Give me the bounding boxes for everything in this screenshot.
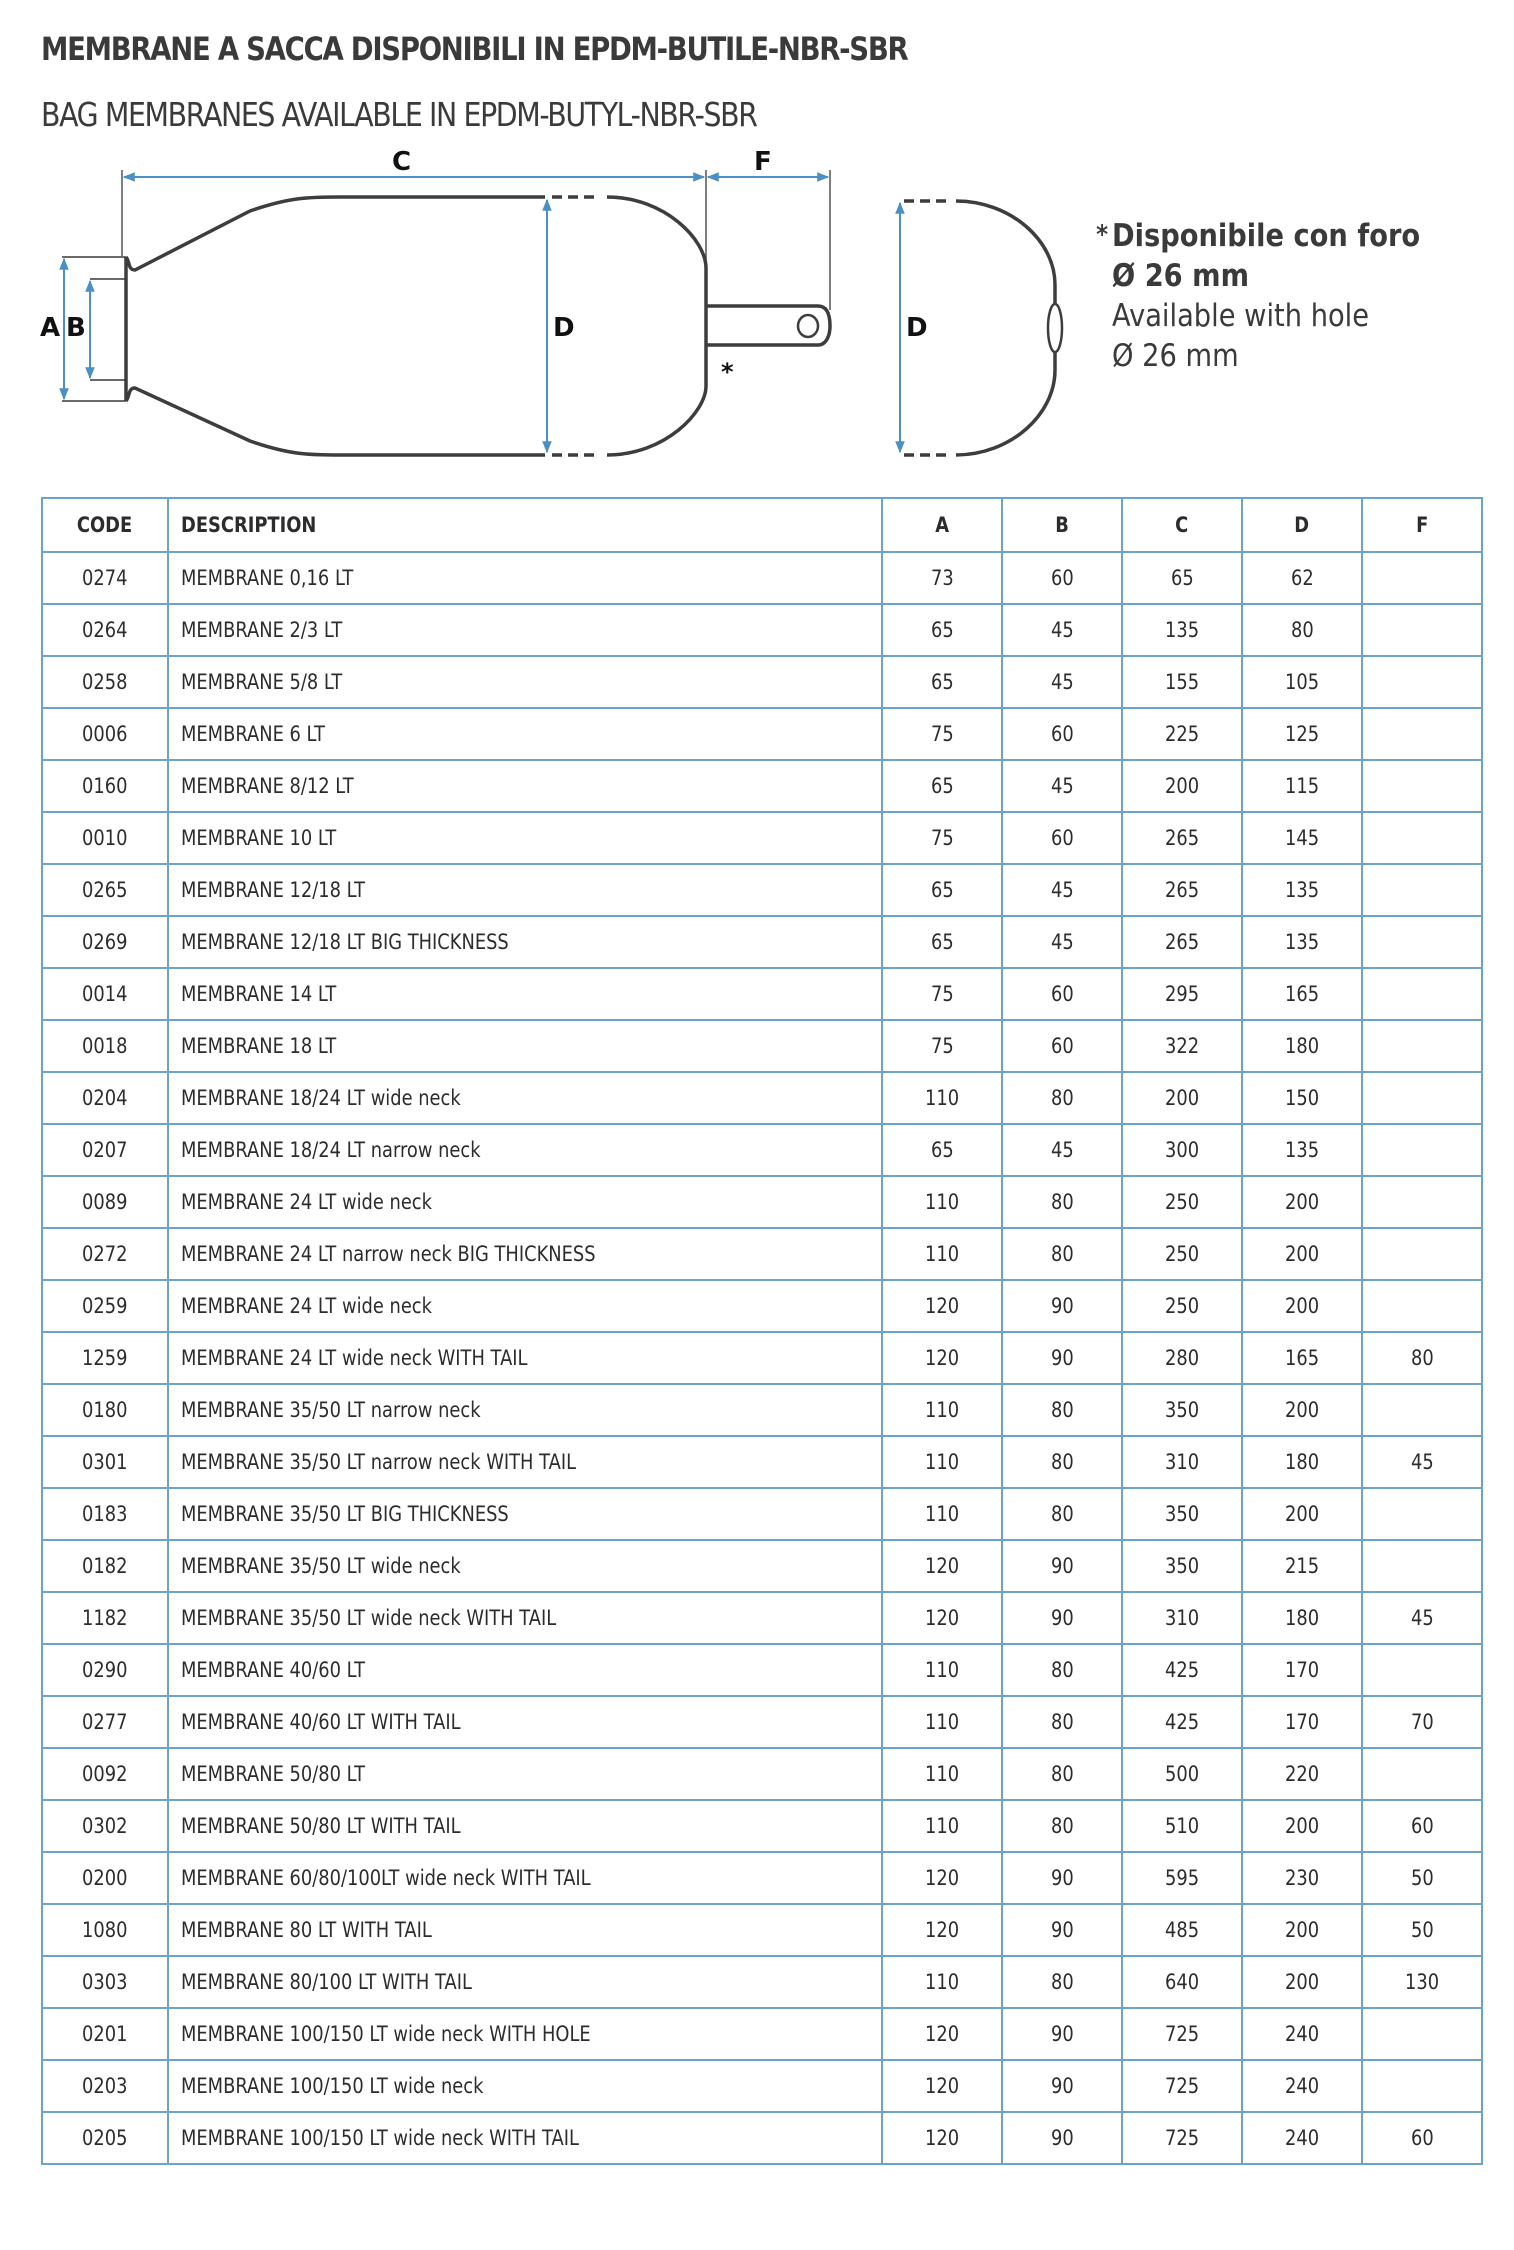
table-row <box>42 1280 1482 1332</box>
cell-c: 65 <box>1122 552 1242 604</box>
cell-a: 65 <box>882 760 1002 812</box>
cell-f <box>1362 552 1482 604</box>
cell-b: 80 <box>1002 1436 1122 1488</box>
cell-b: 45 <box>1002 604 1122 656</box>
cell-description: MEMBRANE 8/12 LT <box>168 760 882 812</box>
cell-code: 0259 <box>42 1280 168 1332</box>
side-view-outline <box>956 201 1055 455</box>
cell-b: 45 <box>1002 916 1122 968</box>
cell-d: 105 <box>1242 656 1362 708</box>
cell-a: 65 <box>882 916 1002 968</box>
table-row <box>42 2112 1482 2164</box>
cell-b: 90 <box>1002 2112 1122 2164</box>
cell-d: 240 <box>1242 2112 1362 2164</box>
cell-description: MEMBRANE 18 LT <box>168 1020 882 1072</box>
cell-c: 510 <box>1122 1800 1242 1852</box>
cell-b: 90 <box>1002 1332 1122 1384</box>
cell-a: 120 <box>882 2008 1002 2060</box>
cell-d: 200 <box>1242 1176 1362 1228</box>
cell-d: 230 <box>1242 1852 1362 1904</box>
cell-b: 90 <box>1002 2008 1122 2060</box>
cell-c: 225 <box>1122 708 1242 760</box>
side-view-hole <box>1048 304 1062 352</box>
cell-f <box>1362 1124 1482 1176</box>
cell-description: MEMBRANE 10 LT <box>168 812 882 864</box>
cell-f <box>1362 1072 1482 1124</box>
cell-f: 50 <box>1362 1904 1482 1956</box>
cell-code: 0290 <box>42 1644 168 1696</box>
table-row <box>42 1696 1482 1748</box>
cell-d: 115 <box>1242 760 1362 812</box>
cell-description: MEMBRANE 12/18 LT BIG THICKNESS <box>168 916 882 968</box>
cell-d: 215 <box>1242 1540 1362 1592</box>
cell-f <box>1362 1176 1482 1228</box>
cell-description: MEMBRANE 18/24 LT narrow neck <box>168 1124 882 1176</box>
cell-b: 90 <box>1002 1540 1122 1592</box>
cell-c: 265 <box>1122 916 1242 968</box>
cell-a: 75 <box>882 812 1002 864</box>
cell-a: 65 <box>882 864 1002 916</box>
table-row <box>42 2008 1482 2060</box>
cell-description: MEMBRANE 40/60 LT WITH TAIL <box>168 1696 882 1748</box>
table-row <box>42 1904 1482 1956</box>
table-row <box>42 1332 1482 1384</box>
cell-description: MEMBRANE 24 LT wide neck <box>168 1176 882 1228</box>
cell-a: 120 <box>882 1540 1002 1592</box>
cell-b: 80 <box>1002 1800 1122 1852</box>
cell-a: 110 <box>882 1488 1002 1540</box>
cell-b: 60 <box>1002 968 1122 1020</box>
cell-f: 70 <box>1362 1696 1482 1748</box>
cell-description: MEMBRANE 50/80 LT WITH TAIL <box>168 1800 882 1852</box>
cell-f: 60 <box>1362 1800 1482 1852</box>
table-row <box>42 1592 1482 1644</box>
cell-f <box>1362 812 1482 864</box>
cell-a: 65 <box>882 656 1002 708</box>
cell-description: MEMBRANE 35/50 LT wide neck <box>168 1540 882 1592</box>
cell-description: MEMBRANE 24 LT wide neck <box>168 1280 882 1332</box>
cell-b: 90 <box>1002 1904 1122 1956</box>
label-asterisk: * <box>721 358 734 386</box>
cell-b: 80 <box>1002 1696 1122 1748</box>
cell-d: 220 <box>1242 1748 1362 1800</box>
cell-c: 725 <box>1122 2060 1242 2112</box>
cell-a: 120 <box>882 1592 1002 1644</box>
cell-c: 200 <box>1122 1072 1242 1124</box>
cell-description: MEMBRANE 100/150 LT wide neck <box>168 2060 882 2112</box>
cell-a: 120 <box>882 2112 1002 2164</box>
cell-a: 75 <box>882 968 1002 1020</box>
cell-code: 0269 <box>42 916 168 968</box>
cell-description: MEMBRANE 60/80/100LT wide neck WITH TAIL <box>168 1852 882 1904</box>
cell-d: 200 <box>1242 1384 1362 1436</box>
cell-b: 60 <box>1002 708 1122 760</box>
cell-a: 110 <box>882 1696 1002 1748</box>
note-english-line1: Available with hole <box>1112 298 1370 334</box>
cell-b: 80 <box>1002 1644 1122 1696</box>
table-row <box>42 1072 1482 1124</box>
cell-f <box>1362 2008 1482 2060</box>
cell-d: 145 <box>1242 812 1362 864</box>
tail-hole <box>798 315 818 337</box>
cell-c: 322 <box>1122 1020 1242 1072</box>
table-row <box>42 1176 1482 1228</box>
membrane-body-end-outline <box>607 197 706 455</box>
cell-a: 110 <box>882 1800 1002 1852</box>
table-row <box>42 2060 1482 2112</box>
cell-d: 200 <box>1242 1280 1362 1332</box>
cell-d: 170 <box>1242 1644 1362 1696</box>
cell-c: 485 <box>1122 1904 1242 1956</box>
cell-d: 135 <box>1242 1124 1362 1176</box>
cell-b: 60 <box>1002 812 1122 864</box>
cell-code: 0200 <box>42 1852 168 1904</box>
cell-code: 0010 <box>42 812 168 864</box>
cell-a: 120 <box>882 1280 1002 1332</box>
cell-code: 0183 <box>42 1488 168 1540</box>
column-header-description: DESCRIPTION <box>168 498 882 552</box>
column-header-code: CODE <box>42 498 168 552</box>
cell-b: 45 <box>1002 864 1122 916</box>
cell-code: 0274 <box>42 552 168 604</box>
cell-a: 110 <box>882 1384 1002 1436</box>
cell-c: 350 <box>1122 1488 1242 1540</box>
cell-c: 425 <box>1122 1696 1242 1748</box>
cell-c: 155 <box>1122 656 1242 708</box>
table-row <box>42 604 1482 656</box>
cell-description: MEMBRANE 100/150 LT wide neck WITH TAIL <box>168 2112 882 2164</box>
cell-f <box>1362 760 1482 812</box>
cell-c: 425 <box>1122 1644 1242 1696</box>
table-row <box>42 1540 1482 1592</box>
cell-b: 60 <box>1002 552 1122 604</box>
cell-description: MEMBRANE 0,16 LT <box>168 552 882 604</box>
cell-f: 60 <box>1362 2112 1482 2164</box>
table-row <box>42 760 1482 812</box>
label-b: B <box>66 313 86 343</box>
cell-a: 110 <box>882 1072 1002 1124</box>
cell-d: 125 <box>1242 708 1362 760</box>
membrane-body-outline <box>126 197 545 455</box>
cell-description: MEMBRANE 40/60 LT <box>168 1644 882 1696</box>
cell-a: 110 <box>882 1228 1002 1280</box>
cell-c: 350 <box>1122 1540 1242 1592</box>
cell-c: 250 <box>1122 1176 1242 1228</box>
cell-c: 265 <box>1122 864 1242 916</box>
cell-description: MEMBRANE 50/80 LT <box>168 1748 882 1800</box>
note-english-line2: Ø 26 mm <box>1112 338 1239 374</box>
table-row <box>42 916 1482 968</box>
cell-a: 120 <box>882 1852 1002 1904</box>
cell-c: 310 <box>1122 1436 1242 1488</box>
table-row <box>42 1644 1482 1696</box>
table-row <box>42 968 1482 1020</box>
cell-f <box>1362 864 1482 916</box>
cell-f: 45 <box>1362 1592 1482 1644</box>
cell-f <box>1362 604 1482 656</box>
cell-b: 80 <box>1002 1488 1122 1540</box>
cell-code: 0205 <box>42 2112 168 2164</box>
cell-description: MEMBRANE 35/50 LT narrow neck <box>168 1384 882 1436</box>
cell-code: 0303 <box>42 1956 168 2008</box>
cell-code: 0301 <box>42 1436 168 1488</box>
cell-b: 80 <box>1002 1384 1122 1436</box>
cell-description: MEMBRANE 6 LT <box>168 708 882 760</box>
cell-f <box>1362 1280 1482 1332</box>
cell-c: 310 <box>1122 1592 1242 1644</box>
cell-description: MEMBRANE 35/50 LT narrow neck WITH TAIL <box>168 1436 882 1488</box>
cell-a: 110 <box>882 1956 1002 2008</box>
column-header-a: A <box>882 498 1002 552</box>
cell-d: 135 <box>1242 864 1362 916</box>
note-italian-line1: Disponibile con foro <box>1112 218 1421 254</box>
label-f: F <box>754 147 772 177</box>
column-header-d: D <box>1242 498 1362 552</box>
cell-c: 640 <box>1122 1956 1242 2008</box>
cell-d: 200 <box>1242 1800 1362 1852</box>
cell-b: 80 <box>1002 1956 1122 2008</box>
cell-c: 265 <box>1122 812 1242 864</box>
cell-description: MEMBRANE 14 LT <box>168 968 882 1020</box>
cell-description: MEMBRANE 35/50 LT BIG THICKNESS <box>168 1488 882 1540</box>
table-row <box>42 656 1482 708</box>
cell-c: 135 <box>1122 604 1242 656</box>
cell-f <box>1362 1384 1482 1436</box>
table-header-row <box>42 498 1482 552</box>
cell-a: 110 <box>882 1176 1002 1228</box>
page-title-italian: MEMBRANE A SACCA DISPONIBILI IN EPDM-BUTILE-NBR-SBR <box>41 30 908 68</box>
cell-c: 350 <box>1122 1384 1242 1436</box>
cell-b: 80 <box>1002 1748 1122 1800</box>
label-a: A <box>40 313 61 343</box>
cell-c: 295 <box>1122 968 1242 1020</box>
table-row <box>42 1020 1482 1072</box>
table-row <box>42 1488 1482 1540</box>
page-title-english: BAG MEMBRANES AVAILABLE IN EPDM-BUTYL-NBR-SBR <box>41 95 757 134</box>
cell-a: 73 <box>882 552 1002 604</box>
cell-a: 65 <box>882 1124 1002 1176</box>
label-c: C <box>392 147 412 177</box>
cell-code: 0203 <box>42 2060 168 2112</box>
cell-c: 250 <box>1122 1228 1242 1280</box>
cell-f <box>1362 1540 1482 1592</box>
cell-description: MEMBRANE 35/50 LT wide neck WITH TAIL <box>168 1592 882 1644</box>
membrane-spec-table <box>41 497 1483 2165</box>
cell-description: MEMBRANE 24 LT wide neck WITH TAIL <box>168 1332 882 1384</box>
cell-description: MEMBRANE 2/3 LT <box>168 604 882 656</box>
cell-c: 280 <box>1122 1332 1242 1384</box>
cell-code: 0092 <box>42 1748 168 1800</box>
cell-d: 62 <box>1242 552 1362 604</box>
column-header-b: B <box>1002 498 1122 552</box>
cell-code: 0018 <box>42 1020 168 1072</box>
table-row <box>42 1852 1482 1904</box>
cell-d: 200 <box>1242 1228 1362 1280</box>
cell-c: 500 <box>1122 1748 1242 1800</box>
label-d-side-view: D <box>906 313 928 343</box>
cell-code: 0272 <box>42 1228 168 1280</box>
cell-b: 45 <box>1002 760 1122 812</box>
cell-a: 110 <box>882 1644 1002 1696</box>
cell-description: MEMBRANE 80 LT WITH TAIL <box>168 1904 882 1956</box>
cell-b: 60 <box>1002 1020 1122 1072</box>
cell-a: 75 <box>882 1020 1002 1072</box>
table-row <box>42 1124 1482 1176</box>
table-row <box>42 552 1482 604</box>
cell-code: 0258 <box>42 656 168 708</box>
table-row <box>42 1436 1482 1488</box>
cell-a: 110 <box>882 1748 1002 1800</box>
cell-b: 45 <box>1002 1124 1122 1176</box>
cell-f <box>1362 968 1482 1020</box>
cell-a: 75 <box>882 708 1002 760</box>
cell-f <box>1362 1228 1482 1280</box>
cell-b: 90 <box>1002 1852 1122 1904</box>
cell-description: MEMBRANE 18/24 LT wide neck <box>168 1072 882 1124</box>
cell-f <box>1362 1644 1482 1696</box>
cell-code: 0014 <box>42 968 168 1020</box>
cell-f: 50 <box>1362 1852 1482 1904</box>
membrane-tail-outline <box>706 306 830 345</box>
cell-d: 170 <box>1242 1696 1362 1748</box>
cell-a: 65 <box>882 604 1002 656</box>
cell-d: 80 <box>1242 604 1362 656</box>
cell-d: 150 <box>1242 1072 1362 1124</box>
cell-b: 90 <box>1002 1280 1122 1332</box>
cell-d: 165 <box>1242 1332 1362 1384</box>
cell-f: 45 <box>1362 1436 1482 1488</box>
cell-d: 200 <box>1242 1488 1362 1540</box>
cell-code: 1080 <box>42 1904 168 1956</box>
cell-description: MEMBRANE 80/100 LT WITH TAIL <box>168 1956 882 2008</box>
cell-d: 135 <box>1242 916 1362 968</box>
cell-code: 0264 <box>42 604 168 656</box>
cell-f <box>1362 1488 1482 1540</box>
note-asterisk: * <box>1096 220 1109 250</box>
cell-b: 80 <box>1002 1176 1122 1228</box>
cell-c: 200 <box>1122 760 1242 812</box>
cell-b: 80 <box>1002 1072 1122 1124</box>
cell-a: 110 <box>882 1436 1002 1488</box>
cell-d: 200 <box>1242 1904 1362 1956</box>
table-row <box>42 1228 1482 1280</box>
label-d: D <box>553 313 575 343</box>
cell-code: 0201 <box>42 2008 168 2060</box>
cell-b: 45 <box>1002 656 1122 708</box>
cell-d: 165 <box>1242 968 1362 1020</box>
cell-d: 240 <box>1242 2008 1362 2060</box>
cell-code: 0204 <box>42 1072 168 1124</box>
cell-f <box>1362 708 1482 760</box>
cell-c: 250 <box>1122 1280 1242 1332</box>
cell-description: MEMBRANE 12/18 LT <box>168 864 882 916</box>
cell-description: MEMBRANE 24 LT narrow neck BIG THICKNESS <box>168 1228 882 1280</box>
cell-f: 80 <box>1362 1332 1482 1384</box>
column-header-c: C <box>1122 498 1242 552</box>
cell-description: MEMBRANE 100/150 LT wide neck WITH HOLE <box>168 2008 882 2060</box>
table-row <box>42 1384 1482 1436</box>
cell-code: 0160 <box>42 760 168 812</box>
cell-code: 0006 <box>42 708 168 760</box>
cell-d: 180 <box>1242 1020 1362 1072</box>
cell-b: 90 <box>1002 2060 1122 2112</box>
cell-f <box>1362 916 1482 968</box>
hole-availability-note <box>1096 216 1421 376</box>
cell-d: 180 <box>1242 1436 1362 1488</box>
cell-code: 0180 <box>42 1384 168 1436</box>
table-row <box>42 1748 1482 1800</box>
cell-code: 0265 <box>42 864 168 916</box>
cell-c: 725 <box>1122 2112 1242 2164</box>
cell-a: 120 <box>882 2060 1002 2112</box>
cell-a: 120 <box>882 1332 1002 1384</box>
cell-f <box>1362 2060 1482 2112</box>
cell-f <box>1362 1020 1482 1072</box>
cell-code: 0182 <box>42 1540 168 1592</box>
note-italian-line2: Ø 26 mm <box>1112 258 1250 294</box>
cell-description: MEMBRANE 5/8 LT <box>168 656 882 708</box>
cell-code: 1259 <box>42 1332 168 1384</box>
table-row <box>42 864 1482 916</box>
cell-code: 1182 <box>42 1592 168 1644</box>
cell-c: 725 <box>1122 2008 1242 2060</box>
cell-f: 130 <box>1362 1956 1482 2008</box>
cell-d: 240 <box>1242 2060 1362 2112</box>
cell-code: 0089 <box>42 1176 168 1228</box>
cell-b: 80 <box>1002 1228 1122 1280</box>
cell-c: 595 <box>1122 1852 1242 1904</box>
cell-b: 90 <box>1002 1592 1122 1644</box>
cell-d: 180 <box>1242 1592 1362 1644</box>
table-row <box>42 1956 1482 2008</box>
cell-code: 0207 <box>42 1124 168 1176</box>
cell-code: 0277 <box>42 1696 168 1748</box>
table-row <box>42 812 1482 864</box>
cell-c: 300 <box>1122 1124 1242 1176</box>
cell-f <box>1362 656 1482 708</box>
table-row <box>42 1800 1482 1852</box>
cell-code: 0302 <box>42 1800 168 1852</box>
column-header-f: F <box>1362 498 1482 552</box>
cell-d: 200 <box>1242 1956 1362 2008</box>
cell-a: 120 <box>882 1904 1002 1956</box>
cell-f <box>1362 1748 1482 1800</box>
table-row <box>42 708 1482 760</box>
